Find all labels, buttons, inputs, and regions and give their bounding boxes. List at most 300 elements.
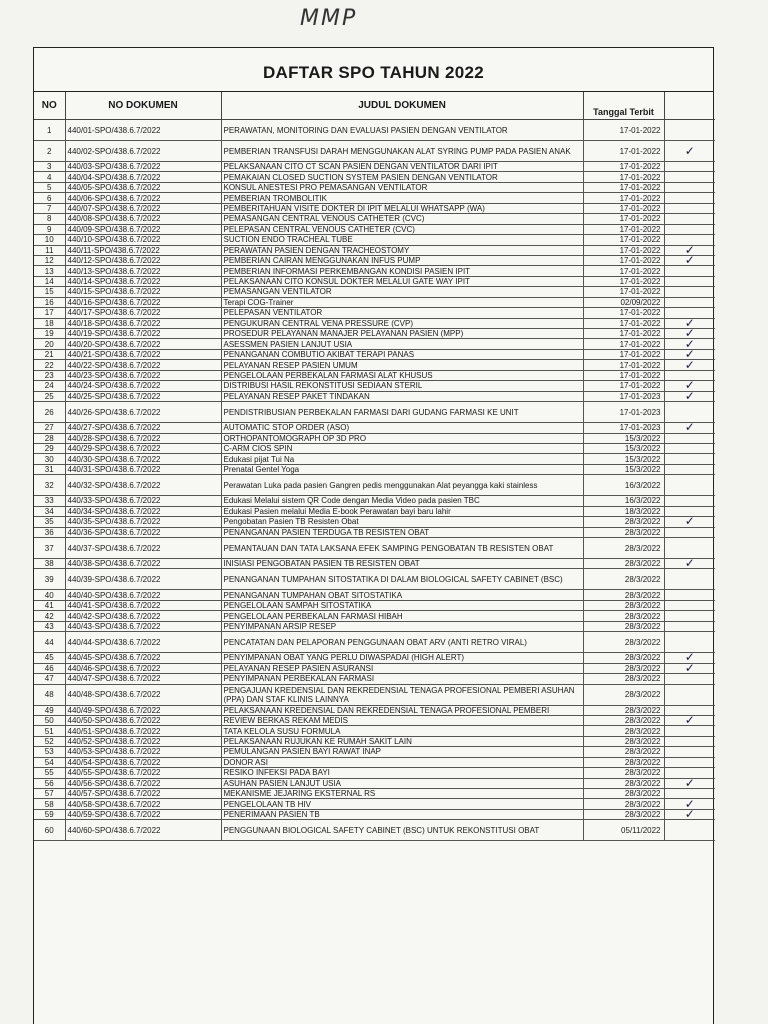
- row-check-mark: [664, 214, 715, 224]
- row-judul-dokumen: PROSEDUR PELAYANAN MANAJER PELAYANAN PASIEN (MPP): [221, 329, 583, 339]
- row-judul-dokumen: PENGELOLAAN TB HIV: [221, 799, 583, 809]
- row-tanggal-terbit: 15/3/2022: [583, 454, 664, 464]
- row-judul-dokumen: ORTHOPANTOMOGRAPH OP 3D PRO: [221, 433, 583, 443]
- row-check-mark: [664, 747, 715, 757]
- table-row: [34, 674, 715, 684]
- row-tanggal-terbit: 17-01-2022: [583, 339, 664, 349]
- header-judul-dokumen: JUDUL DOKUMEN: [221, 92, 583, 120]
- row-no: 9: [34, 224, 65, 234]
- row-tanggal-terbit: 17-01-2022: [583, 318, 664, 328]
- row-check-mark: ✓: [664, 517, 715, 527]
- row-no-dokumen: 440/15-SPO/438.6.7/2022: [65, 287, 221, 297]
- row-no: 26: [34, 402, 65, 423]
- row-tanggal-terbit: 17-01-2022: [583, 381, 664, 391]
- table-row: [34, 360, 715, 370]
- row-tanggal-terbit: 28/3/2022: [583, 799, 664, 809]
- row-no: 56: [34, 778, 65, 788]
- row-check-mark: ✓: [664, 360, 715, 370]
- row-judul-dokumen: PENYIMPANAN OBAT YANG PERLU DIWASPADAI (HIGH ALERT): [221, 653, 583, 663]
- row-judul-dokumen: Perawatan Luka pada pasien Gangren pedis menggunakan Alat peyangga kaki stainless: [221, 475, 583, 496]
- row-tanggal-terbit: 17-01-2022: [583, 141, 664, 162]
- table-row: [34, 370, 715, 380]
- row-tanggal-terbit: 05/11/2022: [583, 820, 664, 841]
- row-check-mark: [664, 527, 715, 537]
- row-no-dokumen: 440/14-SPO/438.6.7/2022: [65, 276, 221, 286]
- row-judul-dokumen: DONOR ASI: [221, 757, 583, 767]
- row-no-dokumen: 440/51-SPO/438.6.7/2022: [65, 726, 221, 736]
- table-header-row: [34, 92, 715, 120]
- row-judul-dokumen: Edukasi pijat Tui Na: [221, 454, 583, 464]
- row-tanggal-terbit: 17-01-2022: [583, 214, 664, 224]
- row-check-mark: ✓: [664, 349, 715, 359]
- row-judul-dokumen: PEMULANGAN PASIEN BAYI RAWAT INAP: [221, 747, 583, 757]
- row-check-mark: [664, 674, 715, 684]
- row-tanggal-terbit: 28/3/2022: [583, 747, 664, 757]
- row-no: 48: [34, 684, 65, 705]
- row-no-dokumen: 440/23-SPO/438.6.7/2022: [65, 370, 221, 380]
- row-no: 55: [34, 768, 65, 778]
- row-check-mark: [664, 726, 715, 736]
- row-tanggal-terbit: 17-01-2023: [583, 402, 664, 423]
- row-no: 37: [34, 538, 65, 559]
- table-row: [34, 402, 715, 423]
- table-row: [34, 308, 715, 318]
- row-judul-dokumen: PENERIMAAN PASIEN TB: [221, 809, 583, 819]
- table-row: [34, 214, 715, 224]
- row-judul-dokumen: Edukasi Melalui sistem QR Code dengan Media Video pada pasien TBC: [221, 496, 583, 506]
- row-no-dokumen: 440/53-SPO/438.6.7/2022: [65, 747, 221, 757]
- handwritten-note: MMP: [300, 6, 358, 31]
- table-row: [34, 203, 715, 213]
- row-no-dokumen: 440/02-SPO/438.6.7/2022: [65, 141, 221, 162]
- row-judul-dokumen: PEMBERITAHUAN VISITE DOKTER DI IPIT MELALUI WHATSAPP (WA): [221, 203, 583, 213]
- row-tanggal-terbit: 28/3/2022: [583, 611, 664, 621]
- row-no: 38: [34, 559, 65, 569]
- row-no: 32: [34, 475, 65, 496]
- row-no-dokumen: 440/36-SPO/438.6.7/2022: [65, 527, 221, 537]
- row-judul-dokumen: INISIASI PENGOBATAN PASIEN TB RESISTEN OBAT: [221, 559, 583, 569]
- row-check-mark: [664, 235, 715, 245]
- table-row: [34, 172, 715, 182]
- row-tanggal-terbit: 16/3/2022: [583, 496, 664, 506]
- table-row: [34, 705, 715, 715]
- table-row: [34, 287, 715, 297]
- row-no-dokumen: 440/04-SPO/438.6.7/2022: [65, 172, 221, 182]
- row-no: 39: [34, 569, 65, 590]
- row-check-mark: [664, 569, 715, 590]
- table-row: [34, 747, 715, 757]
- row-no: 13: [34, 266, 65, 276]
- row-no-dokumen: 440/34-SPO/438.6.7/2022: [65, 506, 221, 516]
- row-no: 40: [34, 590, 65, 600]
- row-judul-dokumen: PENGAJUAN KREDENSIAL DAN REKREDENSIAL TENAGA PROFESIONAL PEMBERI ASUHAN (PPA) DAN STAF KLINIS LAINNYA: [221, 684, 583, 705]
- row-check-mark: [664, 120, 715, 141]
- row-no-dokumen: 440/17-SPO/438.6.7/2022: [65, 308, 221, 318]
- row-check-mark: [664, 266, 715, 276]
- row-no-dokumen: 440/26-SPO/438.6.7/2022: [65, 402, 221, 423]
- row-tanggal-terbit: 17-01-2022: [583, 255, 664, 265]
- row-tanggal-terbit: 28/3/2022: [583, 663, 664, 673]
- row-tanggal-terbit: 17-01-2022: [583, 162, 664, 172]
- table-row: [34, 569, 715, 590]
- row-tanggal-terbit: 28/3/2022: [583, 517, 664, 527]
- row-tanggal-terbit: 17-01-2022: [583, 182, 664, 192]
- row-check-mark: [664, 287, 715, 297]
- row-judul-dokumen: PENDISTRIBUSIAN PERBEKALAN FARMASI DARI GUDANG FARMASI KE UNIT: [221, 402, 583, 423]
- row-judul-dokumen: PENYIMPANAN ARSIP RESEP: [221, 621, 583, 631]
- table-row: [34, 276, 715, 286]
- table-row: [34, 538, 715, 559]
- row-judul-dokumen: PENANGANAN TUMPAHAN OBAT SITOSTATIKA: [221, 590, 583, 600]
- row-no-dokumen: 440/29-SPO/438.6.7/2022: [65, 443, 221, 453]
- row-no: 20: [34, 339, 65, 349]
- row-judul-dokumen: ASUHAN PASIEN LANJUT USIA: [221, 778, 583, 788]
- row-judul-dokumen: PELAYANAN RESEP PASIEN ASURANSI: [221, 663, 583, 673]
- row-no: 21: [34, 349, 65, 359]
- row-judul-dokumen: Pengobatan Pasien TB Resisten Obat: [221, 517, 583, 527]
- table-row: [34, 224, 715, 234]
- row-tanggal-terbit: 28/3/2022: [583, 527, 664, 537]
- row-check-mark: [664, 443, 715, 453]
- header-no-dokumen: NO DOKUMEN: [65, 92, 221, 120]
- row-judul-dokumen: PEMBERIAN TRANSFUSI DARAH MENGGUNAKAN ALAT SYRING PUMP PADA PASIEN ANAK: [221, 141, 583, 162]
- row-no-dokumen: 440/16-SPO/438.6.7/2022: [65, 297, 221, 307]
- row-check-mark: [664, 768, 715, 778]
- row-no: 12: [34, 255, 65, 265]
- row-no: 47: [34, 674, 65, 684]
- row-no-dokumen: 440/11-SPO/438.6.7/2022: [65, 245, 221, 255]
- row-tanggal-terbit: 18/3/2022: [583, 506, 664, 516]
- row-no-dokumen: 440/58-SPO/438.6.7/2022: [65, 799, 221, 809]
- row-check-mark: [664, 402, 715, 423]
- row-judul-dokumen: PELAYANAN RESEP PASIEN UMUM: [221, 360, 583, 370]
- row-judul-dokumen: PELAKSANAAN CITO KONSUL DOKTER MELALUI GATE WAY IPIT: [221, 276, 583, 286]
- spo-table: [34, 92, 715, 841]
- row-judul-dokumen: PELAYANAN RESEP PAKET TINDAKAN: [221, 391, 583, 401]
- table-row: [34, 120, 715, 141]
- row-no: 6: [34, 193, 65, 203]
- row-no: 23: [34, 370, 65, 380]
- row-no: 44: [34, 632, 65, 653]
- table-row: [34, 789, 715, 799]
- table-row: [34, 757, 715, 767]
- row-judul-dokumen: PERAWATAN, MONITORING DAN EVALUASI PASIEN DENGAN VENTILATOR: [221, 120, 583, 141]
- document-sheet: [33, 47, 714, 1024]
- row-no: 7: [34, 203, 65, 213]
- row-tanggal-terbit: 17-01-2022: [583, 349, 664, 359]
- row-no-dokumen: 440/28-SPO/438.6.7/2022: [65, 433, 221, 443]
- table-row: [34, 464, 715, 474]
- row-no: 2: [34, 141, 65, 162]
- table-row: [34, 653, 715, 663]
- table-row: [34, 391, 715, 401]
- row-no-dokumen: 440/24-SPO/438.6.7/2022: [65, 381, 221, 391]
- row-tanggal-terbit: 28/3/2022: [583, 621, 664, 631]
- row-tanggal-terbit: 28/3/2022: [583, 789, 664, 799]
- row-tanggal-terbit: 28/3/2022: [583, 757, 664, 767]
- row-check-mark: [664, 370, 715, 380]
- row-judul-dokumen: REVIEW BERKAS REKAM MEDIS: [221, 715, 583, 725]
- row-check-mark: ✓: [664, 423, 715, 433]
- table-row: [34, 443, 715, 453]
- row-no: 15: [34, 287, 65, 297]
- row-no: 43: [34, 621, 65, 631]
- row-judul-dokumen: PEMASANGAN CENTRAL VENOUS CATHETER (CVC): [221, 214, 583, 224]
- row-judul-dokumen: PELAKSANAAN RUJUKAN KE RUMAH SAKIT LAIN: [221, 736, 583, 746]
- table-row: [34, 559, 715, 569]
- table-row: [34, 381, 715, 391]
- table-row: [34, 517, 715, 527]
- row-no: 60: [34, 820, 65, 841]
- row-no: 54: [34, 757, 65, 767]
- row-judul-dokumen: Edukasi Pasien melalui Media E-book Perawatan bayi baru lahir: [221, 506, 583, 516]
- row-judul-dokumen: PENANGANAN COMBUTIO AKIBAT TERAPI PANAS: [221, 349, 583, 359]
- row-tanggal-terbit: 28/3/2022: [583, 768, 664, 778]
- row-judul-dokumen: PERAWATAN PASIEN DENGAN TRACHEOSTOMY: [221, 245, 583, 255]
- row-no-dokumen: 440/21-SPO/438.6.7/2022: [65, 349, 221, 359]
- row-no: 52: [34, 736, 65, 746]
- row-tanggal-terbit: 28/3/2022: [583, 600, 664, 610]
- header-no: NO: [34, 92, 65, 120]
- row-judul-dokumen: PENCATATAN DAN PELAPORAN PENGGUNAAN OBAT ARV (ANTI RETRO VIRAL): [221, 632, 583, 653]
- row-no-dokumen: 440/56-SPO/438.6.7/2022: [65, 778, 221, 788]
- row-tanggal-terbit: 17-01-2023: [583, 391, 664, 401]
- table-row: [34, 235, 715, 245]
- table-row: [34, 182, 715, 192]
- row-tanggal-terbit: 28/3/2022: [583, 590, 664, 600]
- row-check-mark: ✓: [664, 339, 715, 349]
- table-row: [34, 506, 715, 516]
- row-no-dokumen: 440/49-SPO/438.6.7/2022: [65, 705, 221, 715]
- row-tanggal-terbit: 17-01-2022: [583, 120, 664, 141]
- row-tanggal-terbit: 28/3/2022: [583, 684, 664, 705]
- row-no-dokumen: 440/52-SPO/438.6.7/2022: [65, 736, 221, 746]
- table-row: [34, 820, 715, 841]
- row-no-dokumen: 440/20-SPO/438.6.7/2022: [65, 339, 221, 349]
- row-no: 35: [34, 517, 65, 527]
- row-tanggal-terbit: 17-01-2022: [583, 370, 664, 380]
- row-check-mark: ✓: [664, 809, 715, 819]
- row-no: 10: [34, 235, 65, 245]
- row-no-dokumen: 440/37-SPO/438.6.7/2022: [65, 538, 221, 559]
- row-check-mark: ✓: [664, 329, 715, 339]
- row-judul-dokumen: PENGELOLAAN PERBEKALAN FARMASI HIBAH: [221, 611, 583, 621]
- row-judul-dokumen: KONSUL ANESTESI PRO PEMASANGAN VENTILATOR: [221, 182, 583, 192]
- row-tanggal-terbit: 17-01-2022: [583, 224, 664, 234]
- row-check-mark: [664, 820, 715, 841]
- row-tanggal-terbit: 16/3/2022: [583, 475, 664, 496]
- table-row: [34, 496, 715, 506]
- row-no: 25: [34, 391, 65, 401]
- table-row: [34, 423, 715, 433]
- row-judul-dokumen: TATA KELOLA SUSU FORMULA: [221, 726, 583, 736]
- row-judul-dokumen: PENANGANAN TUMPAHAN SITOSTATIKA DI DALAM BIOLOGICAL SAFETY CABINET (BSC): [221, 569, 583, 590]
- row-judul-dokumen: PEMASANGAN VENTILATOR: [221, 287, 583, 297]
- table-row: [34, 590, 715, 600]
- row-check-mark: [664, 506, 715, 516]
- row-tanggal-terbit: 28/3/2022: [583, 736, 664, 746]
- row-no: 41: [34, 600, 65, 610]
- row-no-dokumen: 440/54-SPO/438.6.7/2022: [65, 757, 221, 767]
- row-no: 49: [34, 705, 65, 715]
- row-judul-dokumen: PEMBERIAN INFORMASI PERKEMBANGAN KONDISI PASIEN IPIT: [221, 266, 583, 276]
- row-judul-dokumen: PELAKSANAAN CITO CT SCAN PASIEN DENGAN VENTILATOR DARI IPIT: [221, 162, 583, 172]
- row-no-dokumen: 440/43-SPO/438.6.7/2022: [65, 621, 221, 631]
- row-judul-dokumen: PENGUKURAN CENTRAL VENA PRESSURE (CVP): [221, 318, 583, 328]
- row-no-dokumen: 440/27-SPO/438.6.7/2022: [65, 423, 221, 433]
- row-no-dokumen: 440/32-SPO/438.6.7/2022: [65, 475, 221, 496]
- table-row: [34, 349, 715, 359]
- row-no: 50: [34, 715, 65, 725]
- row-no: 45: [34, 653, 65, 663]
- row-check-mark: [664, 736, 715, 746]
- row-tanggal-terbit: 17-01-2022: [583, 308, 664, 318]
- row-no-dokumen: 440/30-SPO/438.6.7/2022: [65, 454, 221, 464]
- row-no-dokumen: 440/38-SPO/438.6.7/2022: [65, 559, 221, 569]
- row-check-mark: [664, 611, 715, 621]
- row-no: 29: [34, 443, 65, 453]
- row-no-dokumen: 440/07-SPO/438.6.7/2022: [65, 203, 221, 213]
- row-no: 46: [34, 663, 65, 673]
- row-check-mark: [664, 224, 715, 234]
- table-row: [34, 600, 715, 610]
- row-no-dokumen: 440/25-SPO/438.6.7/2022: [65, 391, 221, 401]
- row-check-mark: [664, 632, 715, 653]
- row-check-mark: ✓: [664, 653, 715, 663]
- row-no: 14: [34, 276, 65, 286]
- document-title: DAFTAR SPO TAHUN 2022: [34, 48, 713, 92]
- row-no: 11: [34, 245, 65, 255]
- row-tanggal-terbit: 28/3/2022: [583, 778, 664, 788]
- table-row: [34, 663, 715, 673]
- row-no: 31: [34, 464, 65, 474]
- table-row: [34, 527, 715, 537]
- row-check-mark: [664, 454, 715, 464]
- row-no: 19: [34, 329, 65, 339]
- row-check-mark: ✓: [664, 391, 715, 401]
- row-tanggal-terbit: 28/3/2022: [583, 705, 664, 715]
- table-row: [34, 329, 715, 339]
- row-check-mark: [664, 600, 715, 610]
- row-check-mark: [664, 475, 715, 496]
- row-check-mark: [664, 203, 715, 213]
- row-check-mark: [664, 297, 715, 307]
- row-tanggal-terbit: 28/3/2022: [583, 726, 664, 736]
- row-no: 17: [34, 308, 65, 318]
- row-check-mark: ✓: [664, 663, 715, 673]
- row-check-mark: [664, 590, 715, 600]
- table-row: [34, 475, 715, 496]
- row-tanggal-terbit: 17-01-2022: [583, 266, 664, 276]
- table-row: [34, 297, 715, 307]
- row-no-dokumen: 440/03-SPO/438.6.7/2022: [65, 162, 221, 172]
- row-judul-dokumen: PENGGUNAAN BIOLOGICAL SAFETY CABINET (BSC) UNTUK REKONSTITUSI OBAT: [221, 820, 583, 841]
- row-tanggal-terbit: 28/3/2022: [583, 569, 664, 590]
- table-row: [34, 433, 715, 443]
- row-check-mark: [664, 705, 715, 715]
- row-judul-dokumen: Terapi COG-Trainer: [221, 297, 583, 307]
- row-tanggal-terbit: 17-01-2022: [583, 193, 664, 203]
- row-tanggal-terbit: 28/3/2022: [583, 809, 664, 819]
- row-check-mark: ✓: [664, 715, 715, 725]
- header-check: [664, 92, 715, 120]
- row-no: 59: [34, 809, 65, 819]
- table-row: [34, 736, 715, 746]
- table-row: [34, 193, 715, 203]
- row-no: 36: [34, 527, 65, 537]
- row-judul-dokumen: MEKANISME JEJARING EKSTERNAL RS: [221, 789, 583, 799]
- row-no-dokumen: 440/46-SPO/438.6.7/2022: [65, 663, 221, 673]
- table-row: [34, 684, 715, 705]
- row-judul-dokumen: PEMBERIAN TROMBOLITIK: [221, 193, 583, 203]
- row-judul-dokumen: C-ARM CIOS SPIN: [221, 443, 583, 453]
- row-no-dokumen: 440/35-SPO/438.6.7/2022: [65, 517, 221, 527]
- table-row: [34, 339, 715, 349]
- row-no: 57: [34, 789, 65, 799]
- row-no: 42: [34, 611, 65, 621]
- table-row: [34, 611, 715, 621]
- table-row: [34, 141, 715, 162]
- row-no: 1: [34, 120, 65, 141]
- table-row: [34, 621, 715, 631]
- row-tanggal-terbit: 15/3/2022: [583, 433, 664, 443]
- row-no: 58: [34, 799, 65, 809]
- row-judul-dokumen: PEMBERIAN CAIRAN MENGGUNAKAN INFUS PUMP: [221, 255, 583, 265]
- row-judul-dokumen: PENANGANAN PASIEN TERDUGA TB RESISTEN OBAT: [221, 527, 583, 537]
- row-no: 24: [34, 381, 65, 391]
- row-tanggal-terbit: 28/3/2022: [583, 538, 664, 559]
- row-no-dokumen: 440/45-SPO/438.6.7/2022: [65, 653, 221, 663]
- table-row: [34, 632, 715, 653]
- row-no-dokumen: 440/40-SPO/438.6.7/2022: [65, 590, 221, 600]
- row-tanggal-terbit: 15/3/2022: [583, 464, 664, 474]
- row-no: 28: [34, 433, 65, 443]
- row-judul-dokumen: Prenatal Gentel Yoga: [221, 464, 583, 474]
- row-check-mark: ✓: [664, 141, 715, 162]
- row-tanggal-terbit: 17-01-2022: [583, 203, 664, 213]
- row-judul-dokumen: SUCTION ENDO TRACHEAL TUBE: [221, 235, 583, 245]
- table-row: [34, 799, 715, 809]
- row-check-mark: [664, 757, 715, 767]
- row-tanggal-terbit: 28/3/2022: [583, 674, 664, 684]
- row-tanggal-terbit: 17-01-2022: [583, 329, 664, 339]
- row-tanggal-terbit: 28/3/2022: [583, 559, 664, 569]
- row-no-dokumen: 440/08-SPO/438.6.7/2022: [65, 214, 221, 224]
- row-judul-dokumen: ASESSMEN PASIEN LANJUT USIA: [221, 339, 583, 349]
- row-no: 5: [34, 182, 65, 192]
- row-check-mark: [664, 162, 715, 172]
- row-no-dokumen: 440/41-SPO/438.6.7/2022: [65, 600, 221, 610]
- row-no: 22: [34, 360, 65, 370]
- row-check-mark: [664, 193, 715, 203]
- row-judul-dokumen: RESIKO INFEKSI PADA BAYI: [221, 768, 583, 778]
- table-row: [34, 454, 715, 464]
- row-no-dokumen: 440/39-SPO/438.6.7/2022: [65, 569, 221, 590]
- row-check-mark: ✓: [664, 778, 715, 788]
- row-no-dokumen: 440/22-SPO/438.6.7/2022: [65, 360, 221, 370]
- table-row: [34, 266, 715, 276]
- row-tanggal-terbit: 17-01-2022: [583, 287, 664, 297]
- row-no: 33: [34, 496, 65, 506]
- row-check-mark: ✓: [664, 255, 715, 265]
- table-row: [34, 778, 715, 788]
- row-no: 8: [34, 214, 65, 224]
- row-no-dokumen: 440/50-SPO/438.6.7/2022: [65, 715, 221, 725]
- table-row: [34, 809, 715, 819]
- row-no-dokumen: 440/44-SPO/438.6.7/2022: [65, 632, 221, 653]
- row-check-mark: ✓: [664, 245, 715, 255]
- table-row: [34, 255, 715, 265]
